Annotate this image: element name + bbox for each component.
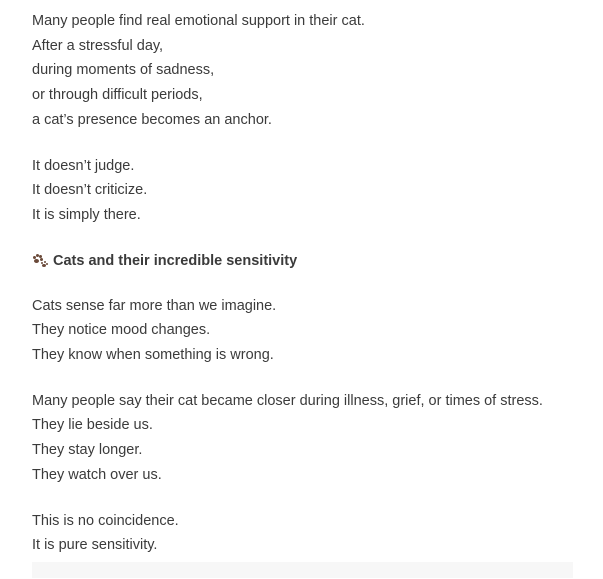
text-line: during moments of sadness, (32, 62, 215, 79)
section-heading (32, 249, 592, 273)
text-line: They stay longer. (32, 442, 143, 459)
text-line: They lie beside us. (32, 417, 153, 434)
text-line: It is simply there. (32, 206, 141, 223)
text-line: They notice mood changes. (32, 322, 211, 339)
text-line: It doesn’t judge. (32, 157, 135, 174)
text-line: This is no coincidence. (32, 512, 179, 529)
paw-prints-icon (32, 254, 48, 268)
text-line: After a stressful day, (32, 37, 164, 54)
paragraph-sensitivity (32, 294, 592, 368)
text-line: a cat’s presence becomes an anchor. (32, 111, 272, 128)
section-heading-text: Cats and their incredible sensitivity (53, 252, 298, 269)
paragraph-conclusion (32, 509, 592, 558)
text-line: Cats sense far more than we imagine. (32, 297, 277, 314)
paragraph-closeness (32, 389, 592, 488)
paragraph-intro (32, 9, 592, 133)
text-line: Many people find real emotional support in their cat. (32, 13, 365, 29)
text-line: It doesn’t criticize. (32, 182, 148, 199)
text-line: Many people say their cat became closer during illness, grief, or times of stress. (32, 392, 543, 409)
content-fade-bar (32, 562, 573, 578)
text-line: They watch over us. (32, 466, 162, 483)
text-line: They know when something is wrong. (32, 347, 274, 364)
article-body (32, 9, 592, 579)
text-line: or through difficult periods, (32, 87, 203, 104)
paragraph-no-judgement (32, 154, 592, 228)
text-line: It is pure sensitivity. (32, 537, 158, 554)
